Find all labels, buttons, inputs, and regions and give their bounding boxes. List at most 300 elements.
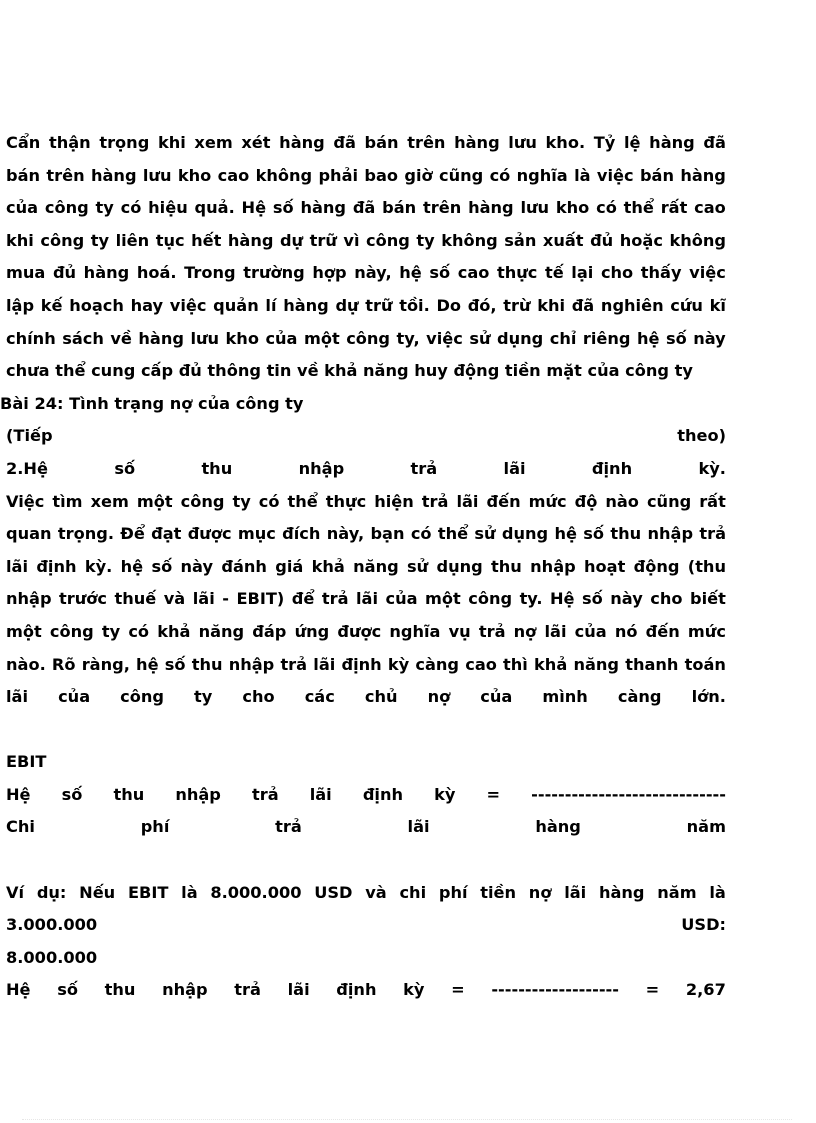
word: hiện [374, 491, 414, 511]
text-line [6, 323, 726, 356]
word: nhập [6, 589, 52, 609]
text-line [6, 551, 726, 584]
word: vì [343, 230, 360, 250]
formula-numerator: EBIT [6, 752, 47, 772]
word: Hệ [6, 980, 31, 1000]
word: tồi. [399, 295, 430, 315]
page-bottom-divider [22, 1119, 792, 1120]
text-line [6, 486, 726, 519]
word: 2.Hệ [6, 458, 48, 478]
word: trước [59, 589, 108, 609]
word: của [265, 328, 298, 348]
word: công [180, 491, 225, 511]
word: dự [279, 230, 304, 250]
word: hợp [312, 263, 347, 283]
word: xem [90, 491, 129, 511]
word: số [114, 458, 136, 478]
word: trừ [503, 295, 531, 315]
word: định [341, 654, 382, 674]
word: Chi [6, 817, 35, 837]
word: lãi [503, 458, 526, 478]
word: khả [157, 621, 191, 641]
word: nhập [175, 784, 221, 804]
word: đó, [467, 295, 497, 315]
word: nợ [427, 687, 451, 707]
word: đã [703, 133, 726, 152]
word: kho [177, 165, 212, 185]
continued-note [6, 420, 726, 453]
word: trên [423, 198, 462, 218]
word: đáp [252, 621, 287, 641]
word: chi [399, 882, 427, 902]
word: nghiên [600, 295, 664, 315]
word: kho. [545, 133, 586, 152]
word: vụ [448, 621, 471, 641]
word: động [633, 556, 680, 576]
word: liên [115, 230, 150, 250]
word: đủ [52, 263, 77, 283]
word: nhập [162, 980, 208, 1000]
word: hệ [636, 328, 660, 348]
word: lãi [456, 491, 479, 511]
word: số [582, 589, 603, 609]
word: này [693, 328, 726, 348]
word: ty. [519, 589, 543, 609]
word: năm [686, 817, 726, 837]
word: Việc [6, 491, 45, 511]
word: đánh [221, 556, 267, 576]
word: ty [90, 230, 110, 250]
word: công [44, 198, 89, 218]
word: trả [280, 654, 308, 674]
word: Tỷ [593, 133, 616, 152]
word: không [441, 230, 498, 250]
word: lại [571, 263, 594, 283]
word: dụng [497, 328, 544, 348]
example-line [6, 877, 726, 910]
word: nghĩa [389, 621, 441, 641]
word: lớn. [691, 687, 726, 707]
word: trường [243, 263, 305, 283]
formula-interest-coverage [6, 746, 726, 844]
word: cũng [646, 491, 692, 511]
word: trả [321, 589, 349, 609]
word: thể [437, 524, 469, 544]
word: khả [534, 654, 568, 674]
word: có [120, 198, 142, 218]
word: kỳ [434, 784, 456, 804]
word: thu [191, 654, 223, 674]
word: thu [113, 784, 145, 804]
word: kho [225, 328, 259, 348]
word: đến [645, 621, 680, 641]
word: = [645, 980, 660, 1000]
word: là [709, 882, 726, 902]
word: trọng [99, 133, 150, 152]
word: số [151, 556, 173, 576]
word: nào [605, 491, 639, 511]
word: nào. [6, 654, 46, 674]
word: này, [326, 524, 365, 544]
word: càng [415, 654, 460, 674]
word: một [425, 589, 461, 609]
word: nhập [647, 524, 694, 544]
word: lãi [6, 556, 29, 576]
text-line [6, 192, 726, 225]
word: ty [232, 491, 251, 511]
word: hàng [90, 165, 137, 185]
word: hàng [649, 133, 695, 152]
text-line [6, 583, 726, 616]
word: định [36, 556, 77, 576]
word: số [164, 654, 186, 674]
blank-line [6, 844, 726, 877]
word: bao [364, 165, 399, 185]
word: ứng [294, 621, 330, 641]
word: xem [194, 133, 233, 152]
word: cũng [438, 165, 484, 185]
word: này [610, 589, 643, 609]
word: công [40, 230, 85, 250]
word: số [57, 980, 78, 1000]
word: cho [650, 589, 683, 609]
word: trả [234, 980, 261, 1000]
word: là [181, 882, 198, 902]
word: có [258, 491, 280, 511]
word: ty, [396, 328, 420, 348]
word: thuế [114, 589, 157, 609]
word: trọng. [57, 524, 114, 544]
word: không [255, 165, 313, 185]
word: Ví [6, 882, 25, 902]
word: hàng [535, 817, 581, 837]
word: ty [416, 230, 435, 250]
word: công [49, 621, 94, 641]
paragraph-inventory-caution [6, 127, 726, 388]
text-line [6, 290, 726, 323]
word: số [583, 524, 605, 544]
word: thu [610, 524, 642, 544]
word: (thu [687, 556, 726, 576]
example-numerator: 8.000.000 [6, 947, 98, 967]
word: bạn [370, 524, 405, 544]
word: giờ [404, 165, 433, 185]
word: việc [596, 165, 634, 185]
word: hàng [598, 882, 645, 902]
word: kỳ [403, 980, 425, 1000]
word: trả [251, 784, 279, 804]
word: nợ [528, 882, 552, 902]
word: có [596, 198, 617, 218]
word: kỳ. [84, 556, 113, 576]
word: hàng [680, 165, 726, 185]
word: thanh [625, 654, 679, 674]
word: mục [237, 524, 276, 544]
word: USD: [681, 915, 726, 935]
text-line [6, 616, 726, 649]
item-2-title [6, 453, 726, 486]
word: năng [573, 654, 620, 674]
word: việc [169, 295, 207, 315]
text-line [6, 160, 726, 193]
word: nhập [298, 458, 345, 478]
word: dụng [436, 556, 483, 576]
word: lãi [6, 687, 29, 707]
word: tế [544, 263, 564, 283]
word: lưu [520, 198, 550, 218]
word: biết [690, 589, 726, 609]
word: dụ: [36, 882, 67, 902]
text-line [6, 649, 726, 682]
word: cao [465, 654, 497, 674]
word: hiệu [148, 198, 188, 218]
formula-lhs [6, 779, 726, 812]
word: Hệ [241, 198, 267, 218]
word: - [222, 589, 229, 609]
word: ty [95, 198, 114, 218]
word: được [337, 621, 382, 641]
word: trả [699, 524, 726, 544]
word: hàng [468, 198, 514, 218]
word: xuất [542, 230, 584, 250]
word: lập [6, 295, 35, 315]
word: kỳ. [698, 458, 726, 478]
word: được [187, 524, 232, 544]
word: khi [537, 295, 566, 315]
word: về [110, 328, 132, 348]
word: kỳ [387, 654, 410, 674]
word: sử [469, 328, 491, 348]
word: 8.000.000 [210, 882, 302, 902]
word: giá [275, 556, 304, 576]
word: càng [617, 687, 662, 707]
word: Do [436, 295, 462, 315]
word: hay [130, 295, 164, 315]
word: dự [335, 295, 359, 315]
word: trữ [309, 230, 337, 250]
word: của [574, 621, 607, 641]
word: của [58, 687, 91, 707]
word: thể [623, 198, 654, 218]
word: công [346, 328, 391, 348]
word: và [163, 589, 186, 609]
word: công [120, 687, 164, 707]
word: Để [120, 524, 145, 544]
word: đích [282, 524, 321, 544]
word: phí [140, 817, 170, 837]
word: tiền [480, 882, 517, 902]
word: dụng [501, 524, 549, 544]
formula-denominator [6, 811, 726, 844]
word: lãi [313, 654, 336, 674]
word: tìm [52, 491, 83, 511]
word: này, [354, 263, 392, 283]
word: USD [314, 882, 353, 902]
section-heading: Bài 24: Tình trạng nợ của công ty [0, 393, 304, 413]
word: 2,67 [685, 980, 726, 1000]
example-block [6, 877, 726, 1007]
word: kế [40, 295, 63, 315]
word: để [291, 589, 315, 609]
word: sản [504, 230, 537, 250]
word: lãi [355, 589, 379, 609]
word: trả [275, 817, 302, 837]
text-line [6, 127, 726, 160]
word: thận [48, 133, 91, 152]
word: độ [574, 491, 598, 511]
word: lưu [142, 165, 172, 185]
word: ----------------------------- [531, 784, 726, 804]
word: hoạch [69, 295, 124, 315]
word: trả [421, 491, 449, 511]
word: trên [46, 165, 85, 185]
word: cứu [670, 295, 703, 315]
word: năng [353, 556, 399, 576]
word: EBIT) [236, 589, 285, 609]
word: hệ [554, 524, 577, 544]
word: năng [198, 621, 245, 641]
word: lãi [564, 882, 587, 902]
word: số [272, 198, 294, 218]
word: số [61, 784, 83, 804]
word: cao [457, 263, 490, 283]
word: định [362, 784, 403, 804]
word: và [365, 882, 387, 902]
word: là [574, 165, 591, 185]
word: hàng [138, 328, 184, 348]
word: kĩ [709, 295, 726, 315]
text-line [6, 225, 726, 258]
word: trữ [365, 295, 393, 315]
word: có [128, 621, 150, 641]
word: sử [474, 524, 496, 544]
word: đã [571, 295, 595, 315]
word: phải [318, 165, 359, 185]
word: riêng [582, 328, 631, 348]
word: thực [496, 263, 538, 283]
word: mức [687, 621, 726, 641]
word: mua [6, 263, 46, 283]
word: số [665, 328, 687, 348]
word: hoạt [584, 556, 626, 576]
word: hàng [83, 263, 130, 283]
word: sách [62, 328, 104, 348]
word: hàng [454, 133, 500, 152]
word: chỉ [549, 328, 577, 348]
word: hệ [120, 556, 144, 576]
word: rất [699, 491, 726, 511]
word: cao [217, 165, 250, 185]
example-line [6, 909, 726, 942]
word: đã [333, 133, 356, 152]
text-line [6, 681, 726, 714]
document-page [0, 127, 726, 1007]
word: xét [241, 133, 271, 152]
word: khi [6, 230, 34, 250]
word: mình [542, 687, 588, 707]
example-result [6, 974, 726, 1007]
word: chủ [364, 687, 398, 707]
word: hoá. [136, 263, 177, 283]
word: = [486, 784, 501, 804]
word: các [304, 687, 335, 707]
word: quan [6, 524, 52, 544]
word: bán [364, 133, 399, 152]
word: trả [478, 621, 506, 641]
word: hàng [227, 230, 274, 250]
word: ràng, [81, 654, 130, 674]
word: tục [155, 230, 185, 250]
word: quả. [194, 198, 235, 218]
word: nghĩa [516, 165, 568, 185]
word: một [303, 328, 340, 348]
word: thu [491, 556, 522, 576]
word: đủ [590, 230, 614, 250]
word: thực [325, 491, 367, 511]
word: nhập [530, 556, 576, 576]
word: việc [426, 328, 463, 348]
word: Cẩn [6, 133, 41, 152]
word: toán [684, 654, 726, 674]
word: của [6, 198, 39, 218]
word: Hệ [550, 589, 575, 609]
word: đến [486, 491, 521, 511]
word: thu [201, 458, 233, 478]
word: lãi [309, 784, 332, 804]
word: ------------------- [491, 980, 619, 1000]
word: khả [311, 556, 345, 576]
word: thì [503, 654, 528, 674]
word: công [366, 230, 410, 250]
word: trả [410, 458, 438, 478]
word: sử [407, 556, 429, 576]
word: một [6, 621, 42, 641]
word: năm [657, 882, 697, 902]
word: lãi [407, 817, 430, 837]
word: Hệ [6, 784, 31, 804]
word: cho [242, 687, 275, 707]
word: cho [600, 263, 634, 283]
word: hệ [399, 263, 422, 283]
word: công [468, 589, 513, 609]
word: việc [689, 263, 726, 283]
word: khi [157, 133, 186, 152]
word: một [136, 491, 173, 511]
word: lãi [192, 589, 215, 609]
word: thể [287, 491, 318, 511]
text-line: chưa thể cung cấp đủ thông tin về khả năng huy động tiền mặt của công ty [6, 361, 693, 381]
blank-line [6, 714, 726, 747]
word: hết [191, 230, 222, 250]
word: chính [6, 328, 56, 348]
text-line [6, 257, 726, 290]
text-line [6, 518, 726, 551]
word: lưu [190, 328, 220, 348]
word: của [385, 589, 418, 609]
word: của [480, 687, 513, 707]
word: nhập [228, 654, 275, 674]
word: hàng [279, 133, 325, 152]
paragraph-interest-coverage [6, 486, 726, 714]
word: kho [555, 198, 590, 218]
word: đã [352, 198, 376, 218]
word: phí [438, 882, 468, 902]
word: Trong [184, 263, 236, 283]
word: thu [104, 980, 136, 1000]
word: theo) [677, 426, 726, 446]
word: thấy [640, 263, 682, 283]
word: = [451, 980, 465, 1000]
